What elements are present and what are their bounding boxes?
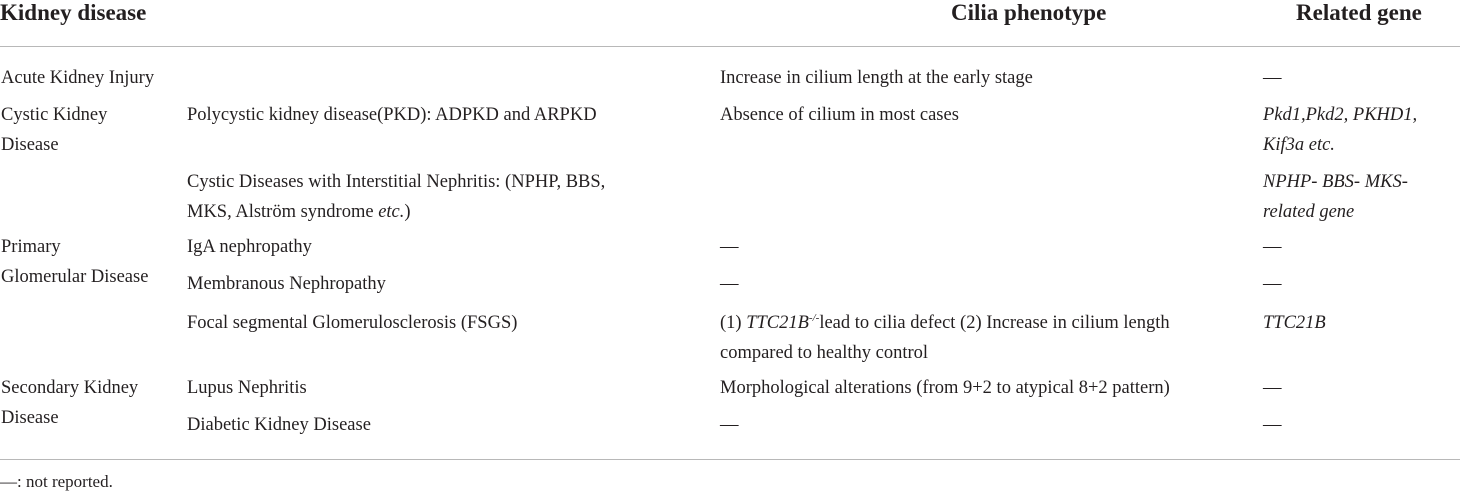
phenotype-pkd: Absence of cilium in most cases [720, 105, 959, 125]
phenotype-superscript: -/- [808, 312, 820, 324]
gene-fsgs: TTC21B [1263, 313, 1326, 333]
header-cilia-phenotype: Cilia phenotype [951, 0, 1107, 25]
category-line: Disease [1, 407, 59, 428]
disease-iga-nephropathy: IgA nephropathy [187, 237, 312, 257]
phenotype-fsgs [720, 309, 1170, 368]
disease-pkd: Polycystic kidney disease(PKD): ADPKD and ARPKD [187, 105, 597, 125]
disease-fsgs: Focal segmental Glomerulosclerosis (FSGS) [187, 313, 518, 333]
gene-line: NPHP- BBS- MKS- [1263, 172, 1408, 192]
disease-interstitial-nephritis [187, 168, 605, 227]
table-footnote: —: not reported. [0, 472, 113, 491]
category-acute-kidney-injury: Acute Kidney Injury [1, 68, 155, 88]
gene-lupus: — [1263, 378, 1282, 398]
phenotype-line: compared to healthy control [720, 342, 929, 363]
phenotype-iga: — [720, 237, 739, 257]
gene-diabetic: — [1263, 415, 1282, 435]
etc-text: etc. [378, 201, 405, 222]
phenotype-membranous: — [720, 274, 739, 294]
phenotype-prefix: (1) [720, 313, 747, 333]
paren-text: ) [404, 201, 411, 222]
bottom-rule [0, 459, 1460, 460]
phenotype-aki: Increase in cilium length at the early stage [720, 68, 1033, 88]
gene-aki: — [1263, 68, 1282, 88]
gene-pkd [1263, 101, 1417, 160]
header-kidney-disease: Kidney disease [0, 0, 147, 25]
category-line: Glomerular Disease [1, 266, 149, 287]
disease-membranous-nephropathy: Membranous Nephropathy [187, 274, 386, 294]
disease-line [187, 198, 605, 228]
phenotype-gene: TTC21B [746, 313, 809, 333]
phenotype-lupus: Morphological alterations (from 9+2 to atypical 8+2 pattern) [720, 378, 1170, 398]
category-line: Secondary Kidney [1, 378, 139, 398]
phenotype-diabetic: — [720, 415, 739, 435]
header-rule [0, 46, 1460, 47]
disease-text: MKS, Alström syndrome [187, 201, 379, 222]
disease-line: Cystic Diseases with Interstitial Nephritis: (NPHP, BBS, [187, 172, 606, 192]
gene-iga: — [1263, 237, 1282, 257]
gene-line: Kif3a etc. [1263, 134, 1335, 155]
phenotype-text: lead to cilia defect (2) Increase in cilium length [819, 313, 1170, 333]
header-related-gene: Related gene [1296, 0, 1422, 25]
category-cystic-kidney-disease [1, 101, 107, 160]
category-primary-glomerular-disease [1, 233, 148, 292]
category-line: Primary [1, 237, 61, 257]
category-line: Cystic Kidney [1, 105, 108, 125]
gene-membranous: — [1263, 274, 1282, 294]
disease-diabetic-kidney-disease: Diabetic Kidney Disease [187, 415, 371, 435]
category-secondary-kidney-disease [1, 374, 138, 433]
gene-line: related gene [1263, 201, 1355, 222]
category-line: Disease [1, 134, 59, 155]
phenotype-line [720, 309, 1170, 339]
disease-lupus-nephritis: Lupus Nephritis [187, 378, 307, 398]
gene-interstitial [1263, 168, 1408, 227]
gene-line: Pkd1,Pkd2, PKHD1, [1263, 105, 1418, 125]
